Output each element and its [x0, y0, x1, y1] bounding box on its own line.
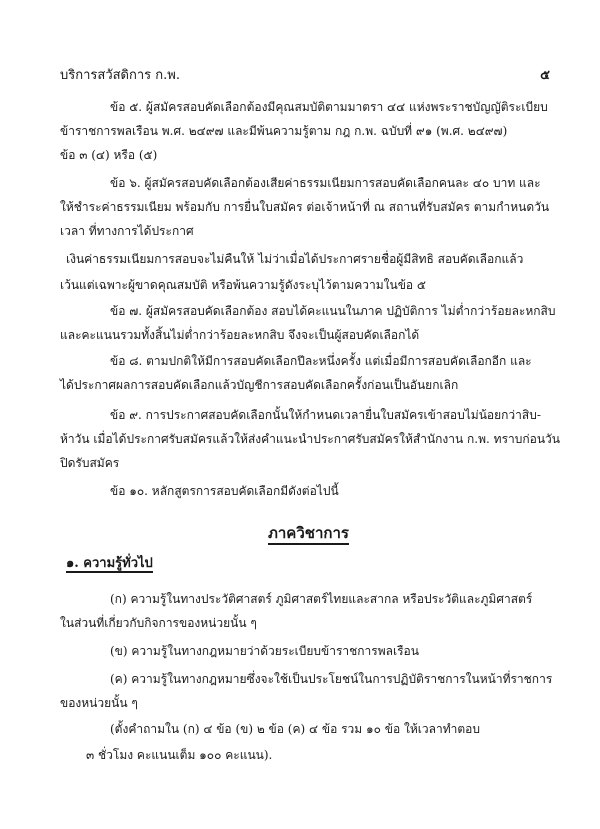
text-line: ข้อ ๗. ผู้สมัครสอบคัดเลือกต้อง สอบได้คะแนนในภาค ปฏิบัติการ ไม่ต่ำกว่าร้อยละหกสิบ: [110, 304, 556, 318]
text-line: ข้าราชการพลเรือน พ.ศ. ๒๔๙๗ และมีพ้นความรู้ตาม กฎ ก.พ. ฉบับที่ ๙๑ (พ.ศ. ๒๔๙๗): [60, 124, 508, 138]
text-line: ข้อ ๖. ผู้สมัครสอบคัดเลือกต้องเสียค่าธรรมเนียมการสอบคัดเลือกคนละ ๔๐ บาท และ: [110, 176, 541, 190]
text-line: ข้อ ๘. ตามปกติให้มีการสอบคัดเลือกปีละหนึ่งครั้ง แต่เมื่อมีการสอบคัดเลือกอีก และ: [110, 354, 532, 368]
text-line: เวลา ที่ทางการได้ประกาศ: [60, 224, 194, 238]
text-line: ให้ชำระค่าธรรมเนียม พร้อมกับ การยื่นใบสมัคร ต่อเจ้าหน้าที่ ณ สถานที่รับสมัคร ตามกำหนดวัน: [60, 200, 550, 214]
list-item: (ข) ความรู้ในทางกฎหมายว่าด้วยระเบียบข้าราชการพลเรือน: [110, 644, 419, 658]
text-line: เว้นแต่เฉพาะผู้ขาดคุณสมบัติ หรือพ้นความรู้ดังระบุไว้ตามความในข้อ ๕: [60, 278, 427, 292]
header-title: บริการสวัสดิการ ก.พ.: [60, 68, 180, 83]
text-line: ปิดรับสมัคร: [60, 456, 120, 470]
list-item: ในส่วนที่เกี่ยวกับกิจการของหน่วยนั้น ๆ: [60, 616, 257, 630]
list-item: ของหน่วยนั้น ๆ: [60, 696, 138, 710]
page-header: [60, 64, 550, 84]
page-number: ๕: [540, 68, 550, 83]
text-line: ข้อ ๑๐. หลักสูตรการสอบคัดเลือกมีดังต่อไปนี้: [110, 484, 339, 498]
subsection-heading: [66, 555, 153, 573]
text-line: ข้อ ๕. ผู้สมัครสอบคัดเลือกต้องมีคุณสมบัติตามมาตรา ๔๔ แห่งพระราชบัญญัติระเบียบ: [110, 100, 548, 114]
section-title: ภาควิชาการ: [268, 524, 349, 545]
text-line: ข้อ ๓ (๔) หรือ (๕): [60, 148, 158, 162]
text-line: ห้าวัน เมื่อได้ประกาศรับสมัครแล้วให้ส่งคำแนะนำประกาศรับสมัครให้สำนักงาน ก.พ. ทราบก่อนวัน: [60, 432, 560, 446]
list-item: (ค) ความรู้ในทางกฎหมายซึ่งจะใช้เป็นประโยชน์ในการปฏิบัติราชการในหน้าที่ราชการ: [110, 672, 553, 686]
list-item: ๓ ชั่วโมง คะแนนเต็ม ๑๐๐ คะแนน).: [86, 748, 273, 762]
text-line: และคะแนนรวมทั้งสิ้นไม่ต่ำกว่าร้อยละหกสิบ จึงจะเป็นผู้สอบคัดเลือกได้: [60, 328, 420, 342]
text-line: เงินค่าธรรมเนียมการสอบจะไม่คืนให้ ไม่ว่าเมื่อได้ประกาศรายชื่อผู้มีสิทธิ สอบคัดเลือกแล้ว: [66, 252, 524, 266]
text-line: ได้ประกาศผลการสอบคัดเลือกแล้วบัญชีการสอบคัดเลือกครั้งก่อนเป็นอันยกเลิก: [60, 378, 459, 392]
list-item: (ก) ความรู้ในทางประวัติศาสตร์ ภูมิศาสตร์ไทยและสากล หรือประวัติและภูมิศาสตร์: [110, 592, 533, 606]
subsection-heading-text: ๑. ความรู้ทั่วไป: [66, 556, 153, 571]
list-item: (ตั้งคำถามใน (ก) ๔ ข้อ (ข) ๒ ข้อ (ค) ๔ ข้อ รวม ๑๐ ข้อ ให้เวลาทำตอบ: [110, 722, 480, 736]
text-line: ข้อ ๙. การประกาศสอบคัดเลือกนั้นให้กำหนดเวลายื่นใบสมัครเข้าสอบไม่น้อยกว่าสิบ-: [110, 408, 541, 422]
